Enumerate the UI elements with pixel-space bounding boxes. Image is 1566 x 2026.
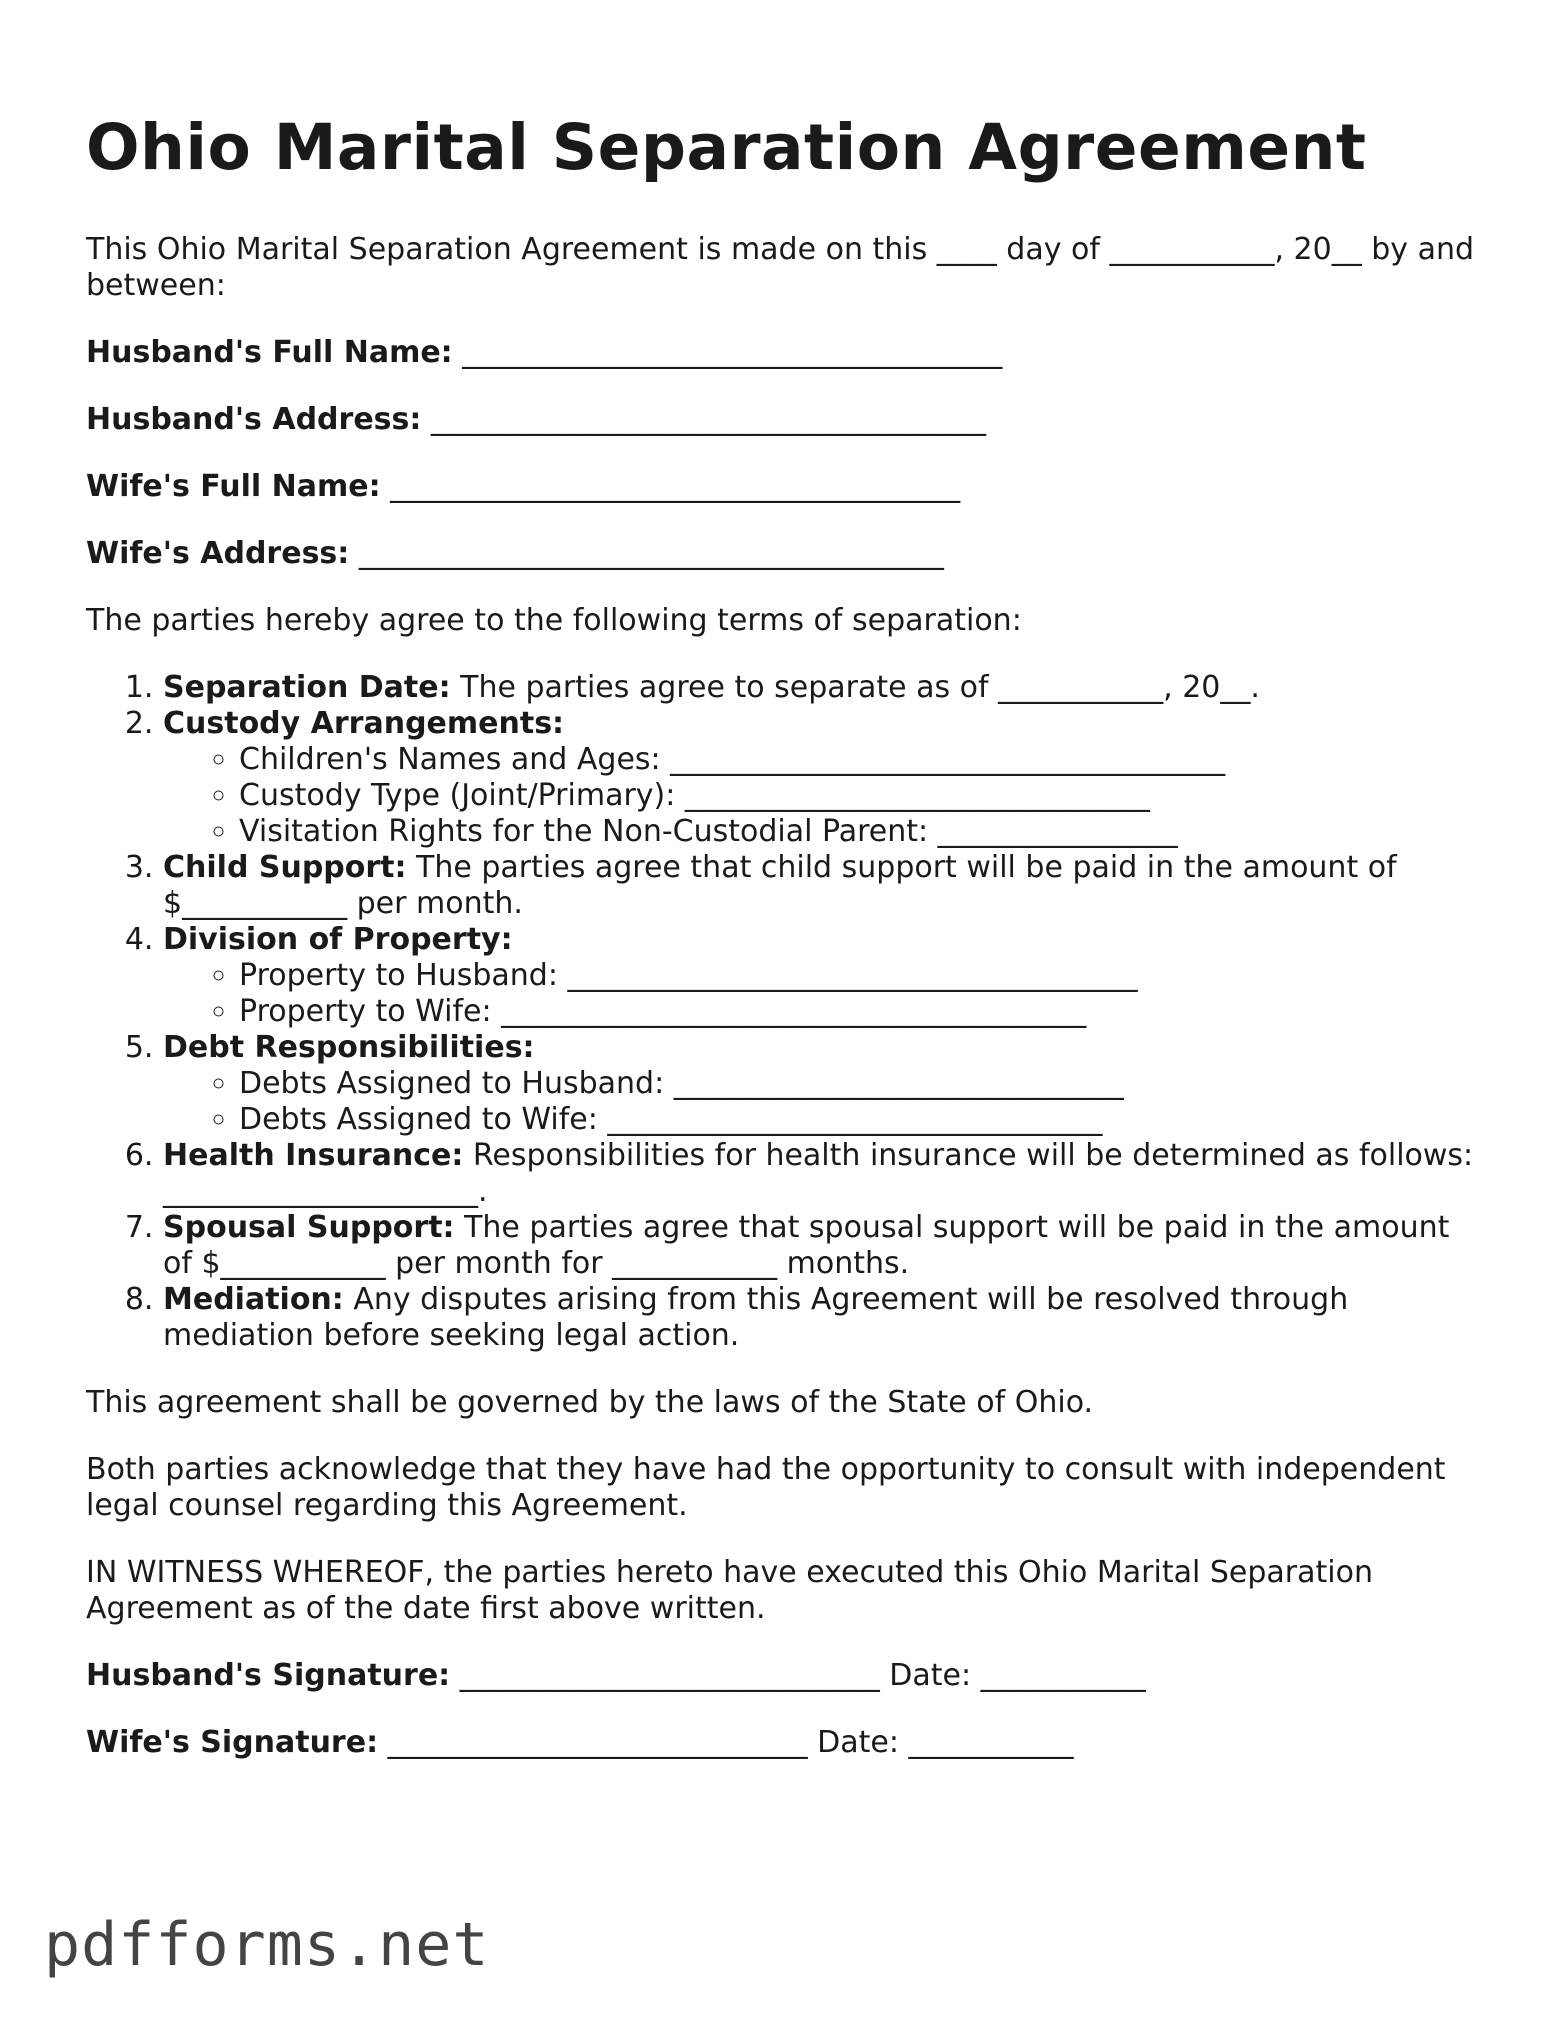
husband-name-blank: ____________________________________ [462, 335, 1003, 370]
term-label: Custody Arrangements: [163, 706, 565, 741]
term-text: Responsibilities for health insurance will be determined as follows: _____________________. [163, 1138, 1474, 1209]
term-separation-date [163, 670, 1486, 706]
husband-name-label: Husband's Full Name: [86, 335, 453, 370]
husband-address-label: Husband's Address: [86, 402, 422, 437]
governing-law-paragraph: This agreement shall be governed by the laws of the State of Ohio. [86, 1385, 1094, 1420]
term-text: The parties agree that spousal support will be paid in the amount of $___________ per month for ___________ months. [163, 1210, 1450, 1281]
term-label: Child Support: [163, 850, 407, 885]
husband-name-line [86, 335, 1486, 371]
term-mediation [163, 1282, 1486, 1354]
sub-item: ◦ Visitation Rights for the Non-Custodial Parent: ________________ [239, 814, 1486, 850]
term-label: Mediation: [163, 1282, 344, 1317]
term-text: The parties agree to separate as of ___________, 20__. [450, 670, 1260, 705]
term-spousal-support [163, 1210, 1486, 1282]
husband-address-blank: _____________________________________ [430, 402, 986, 437]
term-custody [163, 706, 1486, 850]
husband-signature-blank: ____________________________ Date: ___________ [450, 1658, 1146, 1693]
sub-item: ◦ Custody Type (Joint/Primary): _______________________________ [239, 778, 1486, 814]
custody-sublist [163, 742, 1486, 850]
debt-sublist [163, 1066, 1486, 1138]
acknowledgment-paragraph: Both parties acknowledge that they have had the opportunity to consult with independent legal counsel regarding this Agreement. [86, 1452, 1446, 1523]
term-division-of-property [163, 922, 1486, 1030]
term-label: Debt Responsibilities: [163, 1030, 535, 1065]
term-label: Division of Property: [163, 922, 513, 957]
property-sublist [163, 958, 1486, 1030]
wife-signature-label: Wife's Signature: [86, 1725, 379, 1760]
husband-signature-label: Husband's Signature: [86, 1658, 451, 1693]
wife-signature-line [86, 1725, 1486, 1761]
sub-item: ◦ Property to Wife: _______________________________________ [239, 994, 1486, 1030]
sub-item: ◦ Children's Names and Ages: _____________________________________ [239, 742, 1486, 778]
husband-address-line [86, 402, 1486, 438]
intro-paragraph: This Ohio Marital Separation Agreement is made on this ____ day of ___________, 20__ by and between: [86, 232, 1475, 303]
wife-address-label: Wife's Address: [86, 536, 350, 571]
term-text: Any disputes arising from this Agreement will be resolved through mediation before seeking legal action. [163, 1282, 1349, 1353]
term-label: Spousal Support: [163, 1210, 455, 1245]
wife-signature-blank: ____________________________ Date: ___________ [378, 1725, 1074, 1760]
terms-list [86, 670, 1486, 1354]
document-page [86, 112, 1486, 1792]
sub-item: ◦ Property to Husband: ______________________________________ [239, 958, 1486, 994]
sub-item: ◦ Debts Assigned to Husband: ______________________________ [239, 1066, 1486, 1102]
watermark: pdfforms.net [44, 1910, 490, 1980]
term-text: The parties agree that child support will be paid in the amount of $___________ per month. [163, 850, 1397, 921]
term-label: Separation Date: [163, 670, 451, 705]
wife-name-line [86, 469, 1486, 505]
wife-address-blank: _______________________________________ [358, 536, 944, 571]
term-debt-responsibilities [163, 1030, 1486, 1138]
husband-signature-line [86, 1658, 1486, 1694]
document-title: Ohio Marital Separation Agreement [86, 111, 1367, 184]
term-child-support [163, 850, 1486, 922]
witness-paragraph: IN WITNESS WHEREOF, the parties hereto have executed this Ohio Marital Separation Agreement as of the date first above written. [86, 1555, 1373, 1626]
term-health-insurance [163, 1138, 1486, 1210]
sub-item: ◦ Debts Assigned to Wife: _________________________________ [239, 1102, 1486, 1138]
wife-address-line [86, 536, 1486, 572]
terms-intro: The parties hereby agree to the following terms of separation: [86, 603, 1022, 638]
wife-name-blank: ______________________________________ [390, 469, 961, 504]
wife-name-label: Wife's Full Name: [86, 469, 381, 504]
term-label: Health Insurance: [163, 1138, 464, 1173]
